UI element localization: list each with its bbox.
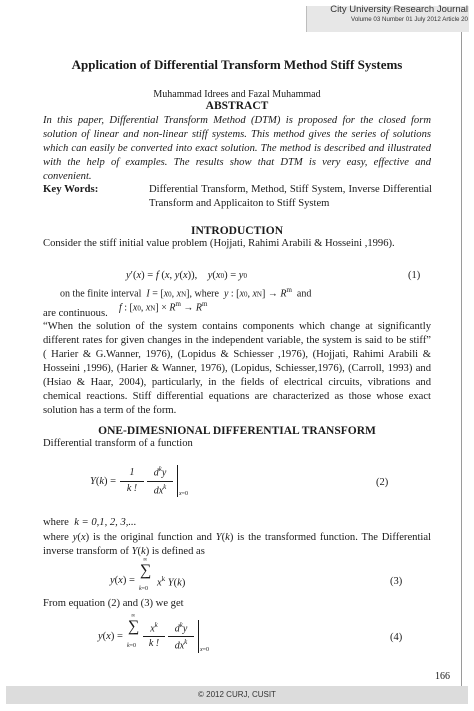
interval-line: on the finite interval I = [x0, xN], where y : [x0, $xN] \to R^m$ and [60,286,312,300]
abstract-heading: ABSTRACT [205,100,269,112]
where-y-1: is the original function and [93,532,212,543]
eq4-sigma-top: ∞ [131,613,136,619]
interval-prefix: on the finite interval [60,288,142,300]
where-y-2: is the transformed function. The Differential inverse transform of [43,532,431,557]
function-map: f : [x0, $xN] \times R^m \to R^m$ [119,300,208,314]
eq2-frac2-num: $d^ky$ [153,465,167,479]
footer-copyright: © 2012 CURJ, CUSIT [198,690,276,699]
eq3-term: $x^k$ Y(k) [157,575,186,589]
eq4-frac1-den: k ! [148,638,160,649]
eq4-frac1-num: $x^k$ [150,621,158,635]
interval-where: , where [189,288,219,300]
equation-1: y′(x) = f (x, y(x)), y(x0) = y0 [126,270,247,281]
equation-3-lhs: y(x) = [110,575,135,586]
quote-paragraph: “When the solution of the system contains components which change at significantly different rates for given changes in the independent variable, the system is said to be stiff” ( Harier & G.Wanner, 1976), (Lopidus & Schiesser ,1976), (Hojjati, Rahimi Arabili & Hosseini ,1996), (Harier & Wanner, 1976), (Lopidus, Schiesser,1976), (Carroll, 1993) and (Hsiao & Haar, 2004), particularly, in the fields of electrical circuits, vibrations and chemical reactions. Stiff differential equations are characterized as those whose exact solution has a term of the form. [43,321,431,416]
eq4-frac2-bar [168,636,194,637]
journal-issue: Volume 03 Number 01 July 2012 Article 20 [351,16,468,23]
dt-section-heading: ONE-DIMESNIONAL DIFFERENTIAL TRANSFORM [98,425,376,437]
eq2-frac2-bar [147,481,173,482]
where-k-line [43,517,136,528]
equation-1-number: (1) [408,270,421,281]
eq4-frac2-den: $dx^k$ [174,638,188,652]
equation-2-lhs: Y(k) = [90,476,117,487]
where-k-values: k = 0,1, 2, 3,... [74,517,137,528]
eq4-frac2-num: $d^ky$ [174,621,188,635]
eq4-eval-point: x=0 [200,647,210,653]
equation-3-number: (3) [390,576,403,587]
interval-and: and [296,288,312,300]
eq2-eval-bar [177,465,178,497]
eq2-frac1-den: k ! [126,483,138,494]
introduction-heading: INTRODUCTION [190,225,283,237]
eq3-sigma-bottom: k=0 [139,586,149,592]
eq4-sigma: ∑ [128,618,140,635]
paper-title: Application of Differential Transform Method Stiff Systems [71,57,403,72]
equation-4-lhs: y(x) = [98,631,123,642]
eq2-frac1-bar [120,481,144,482]
equation-4-number: (4) [390,632,403,643]
eq4-eval-bar [198,620,199,653]
right-margin-rule [461,32,462,686]
from-equation-text: From equation (2) and (3) we get [43,598,184,609]
authors: Muhammad Idrees and Fazal Muhammad [153,89,321,100]
eq2-frac1-num: 1 [129,467,135,478]
where-y-paragraph: where y(x) is the original function and Y(k) is the transformed function. The Differential inverse transform of Y(k) is defined as [43,532,431,557]
keywords-label: Key Words: [43,183,99,195]
equation-2-number: (2) [376,477,389,488]
eq2-frac2-den: $dx^k$ [153,483,167,497]
dt-lead: Differential transform of a function [43,438,193,449]
keywords-text: Differential Transform, Method, Stiff System, Inverse Differential Transform and Applicaiton to Stiff System [149,184,432,209]
page-number: 166 [435,671,450,682]
where-y-3: is defined as [151,546,205,557]
journal-name: City University Research Journal [330,4,468,15]
introduction-lead: Consider the stiff initial value problem (Hojjati, Rahimi Arabili & Hosseini ,1996). [43,238,395,249]
eq3-sigma-top: ∞ [143,557,148,563]
eq3-sigma: ∑ [140,562,152,579]
eq2-eval-point: x=0 [179,491,189,497]
eq4-sigma-bottom: k=0 [127,643,137,649]
abstract-text: In this paper, Differential Transform Method (DTM) is proposed for the closed form solution of linear and non-linear stiff systems. This method gives the series of solutions which can easily be converted into exact solution. The method is described and illustrated with the help of examples. The results show that DTM is very easy, effective and convenient. [43,115,431,182]
eq4-frac1-bar [143,636,165,637]
where-k-label: where [43,517,69,528]
continuous-text: are continuous. [43,308,108,319]
